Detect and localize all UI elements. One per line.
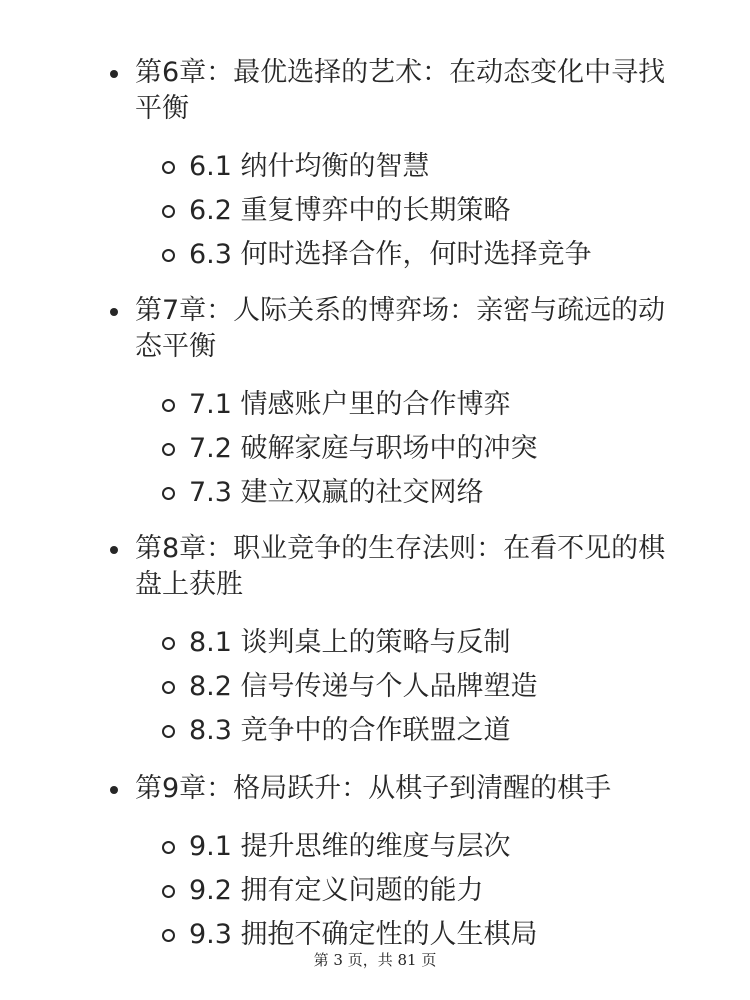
section-item <box>0 383 750 427</box>
circle-bullet-icon <box>162 399 175 412</box>
section-list <box>0 825 750 957</box>
section-title: 7.3 建立双赢的社交网络 <box>189 477 484 508</box>
circle-bullet-icon <box>162 443 175 456</box>
chapter-title-row <box>0 771 750 807</box>
chapter-7 <box>0 293 750 515</box>
section-title: 6.1 纳什均衡的智慧 <box>189 151 430 182</box>
bullet-dot-icon <box>110 546 118 554</box>
bullet-dot-icon <box>110 308 118 316</box>
section-item <box>0 189 750 233</box>
chapter-title: 第9章：格局跃升：从棋子到清醒的棋手 <box>135 773 612 804</box>
section-list <box>0 621 750 753</box>
section-item <box>0 621 750 665</box>
circle-bullet-icon <box>162 841 175 854</box>
circle-bullet-icon <box>162 681 175 694</box>
chapter-title-row <box>0 531 750 603</box>
circle-bullet-icon <box>162 161 175 174</box>
bullet-dot-icon <box>110 70 118 78</box>
section-title: 6.3 何时选择合作，何时选择竞争 <box>189 239 592 270</box>
circle-bullet-icon <box>162 205 175 218</box>
circle-bullet-icon <box>162 487 175 500</box>
chapter-title: 第8章：职业竞争的生存法则：在看不见的棋盘上获胜 <box>135 533 666 600</box>
chapter-title-row <box>0 293 750 365</box>
section-item <box>0 869 750 913</box>
chapter-9 <box>0 771 750 957</box>
section-title: 9.1 提升思维的维度与层次 <box>189 831 511 862</box>
circle-bullet-icon <box>162 929 175 942</box>
bullet-dot-icon <box>110 786 118 794</box>
circle-bullet-icon <box>162 725 175 738</box>
section-item <box>0 145 750 189</box>
chapter-6 <box>0 55 750 277</box>
section-list <box>0 145 750 277</box>
section-title: 9.2 拥有定义问题的能力 <box>189 875 484 906</box>
section-item <box>0 471 750 515</box>
section-title: 8.2 信号传递与个人品牌塑造 <box>189 671 538 702</box>
section-title: 8.3 竞争中的合作联盟之道 <box>189 715 511 746</box>
circle-bullet-icon <box>162 885 175 898</box>
page-indicator: 第 3 页，共 81 页 <box>313 951 437 969</box>
circle-bullet-icon <box>162 637 175 650</box>
section-list <box>0 383 750 515</box>
chapter-title: 第6章：最优选择的艺术：在动态变化中寻找平衡 <box>135 57 666 124</box>
section-title: 8.1 谈判桌上的策略与反制 <box>189 627 511 658</box>
chapter-title-row <box>0 55 750 127</box>
section-item <box>0 825 750 869</box>
section-item <box>0 427 750 471</box>
section-item <box>0 709 750 753</box>
section-item <box>0 665 750 709</box>
chapter-title: 第7章：人际关系的博弈场：亲密与疏远的动态平衡 <box>135 295 666 362</box>
section-title: 9.3 拥抱不确定性的人生棋局 <box>189 919 538 950</box>
circle-bullet-icon <box>162 249 175 262</box>
section-item <box>0 233 750 277</box>
chapter-8 <box>0 531 750 753</box>
section-title: 6.2 重复博弈中的长期策略 <box>189 195 511 226</box>
section-title: 7.1 情感账户里的合作博弈 <box>189 389 511 420</box>
section-title: 7.2 破解家庭与职场中的冲突 <box>189 433 538 464</box>
